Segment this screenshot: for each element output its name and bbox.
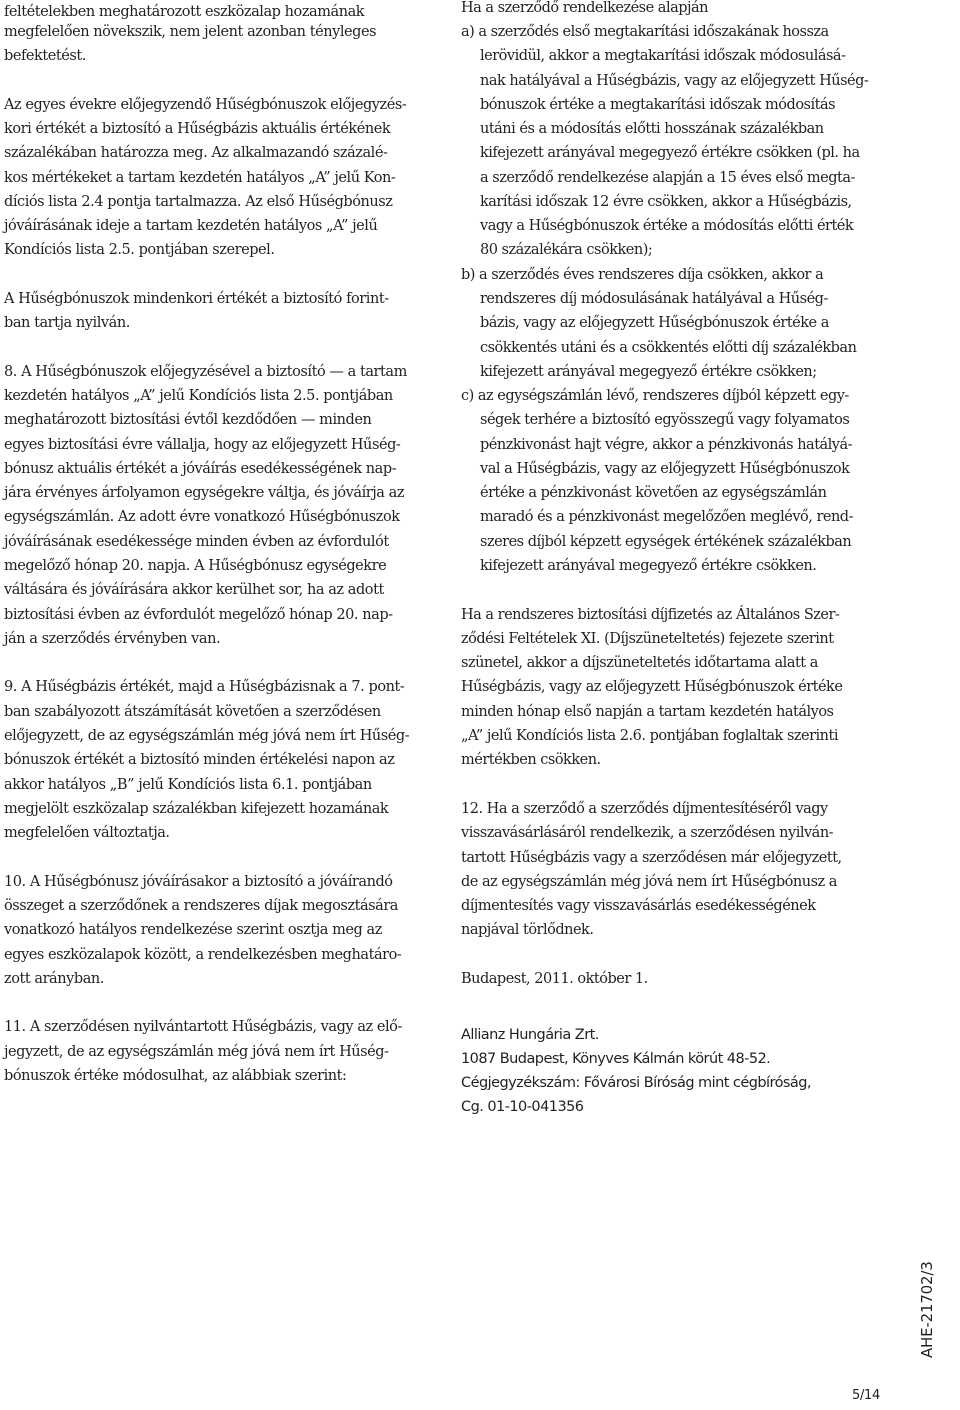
text-line: kifejezett arányával megegyező értékre csökken; — [480, 364, 817, 380]
text-line: val a Hűségbázis, vagy az előjegyzett Hűségbónuszok — [480, 461, 850, 477]
text-line: kos mértékeket a tartam kezdetén hatályos „A” jelű Kon- — [4, 170, 396, 186]
text-line: Budapest, 2011. október 1. — [461, 971, 648, 987]
text-line: bónuszok értéke a megtakarítási időszak módosítás — [480, 97, 836, 113]
text-line: bónuszok értéke módosulhat, az alábbiak szerint: — [4, 1068, 347, 1084]
text-line: bónusz aktuális értékét a jóváírás esedékességének nap- — [4, 461, 397, 477]
company-registry: Cégjegyzékszám: Fővárosi Bíróság mint cégbíróság, — [461, 1075, 811, 1091]
text-line: jára érvényes árfolyamon egységekre váltja, és jóváírja az — [4, 485, 405, 501]
text-line: szünetel, akkor a díjszüneteltetés időtartama alatt a — [461, 655, 818, 671]
text-line: kifejezett arányával megegyező értékre csökken (pl. ha — [480, 145, 860, 161]
text-line: 8. A Hűségbónuszok előjegyzésével a biztosító — a tartam — [4, 364, 407, 380]
text-line: megfelelően növekszik, nem jelent azonban tényleges — [4, 24, 377, 40]
text-line: visszavásárlásáról rendelkezik, a szerződésen nyilván- — [461, 825, 834, 841]
text-line: egységszámlán. Az adott évre vonatkozó Hűségbónuszok — [4, 509, 400, 525]
text-line: minden hónap első napján a tartam kezdetén hatályos — [461, 704, 834, 720]
text-line: befektetést. — [4, 48, 86, 64]
text-line: megfelelően változtatja. — [4, 825, 170, 841]
text-line: mértékben csökken. — [461, 752, 601, 768]
text-line: A Hűségbónuszok mindenkori értékét a biztosító forint- — [4, 291, 389, 307]
text-line: maradó és a pénzkivonást megelőzően meglévő, rend- — [480, 509, 853, 525]
text-line: akkor hatályos „B” jelű Kondíciós lista 6.1. pontjában — [4, 777, 372, 793]
page-number: 5/14 — [852, 1388, 880, 1403]
text-line: ban tartja nyilván. — [4, 315, 130, 331]
text-line: Az egyes évekre előjegyzendő Hűségbónuszok előjegyzés- — [4, 97, 407, 113]
text-line: 12. Ha a szerződő a szerződés díjmentesítéséről vagy — [461, 801, 828, 817]
text-line: vonatkozó hatályos rendelkezése szerint osztja meg az — [4, 922, 382, 938]
text-line: nak hatályával a Hűségbázis, vagy az előjegyzett Hűség- — [480, 73, 869, 89]
text-line: kezdetén hatályos „A” jelű Kondíciós lista 2.5. pontjában — [4, 388, 393, 404]
text-line: zott arányban. — [4, 971, 104, 987]
text-line: b) a szerződés éves rendszeres díja csökken, akkor a — [461, 267, 824, 283]
text-line: feltételekben meghatározott eszközalap hozamának — [4, 4, 365, 20]
company-cg-number: Cg. 01-10-041356 — [461, 1099, 584, 1115]
text-line: tartott Hűségbázis vagy a szerződésen már előjegyzett, — [461, 850, 842, 866]
text-line: értéke a pénzkivonást követően az egységszámlán — [480, 485, 827, 501]
text-line: Kondíciós lista 2.5. pontjában szerepel. — [4, 242, 275, 258]
text-line: összeget a szerződőnek a rendszeres díjak megosztására — [4, 898, 398, 914]
text-line: karítási időszak 12 évre csökken, akkor a Hűségbázis, — [480, 194, 852, 210]
text-line: ződési Feltételek XI. (Díjszüneteltetés) fejezete szerint — [461, 631, 834, 647]
text-line: ján a szerződés érvényben van. — [4, 631, 221, 647]
text-line: pénzkivonást hajt végre, akkor a pénzkivonás hatályá- — [480, 437, 853, 453]
text-line: Ha a szerződő rendelkezése alapján — [461, 0, 708, 16]
text-line: 9. A Hűségbázis értékét, majd a Hűségbázisnak a 7. pont- — [4, 679, 405, 695]
text-line: bázis, vagy az előjegyzett Hűségbónuszok értéke a — [480, 315, 829, 331]
text-line: megelőző hónap 20. napja. A Hűségbónusz egységekre — [4, 558, 387, 574]
text-line: lerövidül, akkor a megtakarítási időszak módosulásá- — [480, 48, 846, 64]
text-line: bónuszok értékét a biztosító minden értékelési napon az — [4, 752, 395, 768]
text-line: 80 százalékára csökken); — [480, 242, 653, 258]
text-line: Hűségbázis, vagy az előjegyzett Hűségbónuszok értéke — [461, 679, 843, 695]
text-line: biztosítási évben az évfordulót megelőző hónap 20. nap- — [4, 607, 393, 623]
text-line: jóváírásának esedékessége minden évben az évfordulót — [4, 534, 389, 550]
text-line: meghatározott biztosítási évtől kezdődően — minden — [4, 412, 372, 428]
text-line: jegyzett, de az egységszámlán még jóvá nem írt Hűség- — [4, 1044, 389, 1060]
text-line: rendszeres díj módosulásának hatályával a Hűség- — [480, 291, 828, 307]
text-line: ségek terhére a biztosító egyösszegű vagy folyamatos — [480, 412, 850, 428]
text-line: kifejezett arányával megegyező értékre csökken. — [480, 558, 817, 574]
text-line: egyes biztosítási évre vállalja, hogy az előjegyzett Hűség- — [4, 437, 401, 453]
text-line: Ha a rendszeres biztosítási díjfizetés az Általános Szer- — [461, 607, 840, 623]
text-line: megjelölt eszközalap százalékban kifejezett hozamának — [4, 801, 389, 817]
text-line: díciós lista 2.4 pontja tartalmazza. Az első Hűségbónusz — [4, 194, 393, 210]
company-name: Allianz Hungária Zrt. — [461, 1027, 599, 1043]
text-line: egyes eszközalapok között, a rendelkezésben meghatáro- — [4, 947, 402, 963]
text-line: a) a szerződés első megtakarítási időszakának hossza — [461, 24, 829, 40]
text-line: 10. A Hűségbónusz jóváírásakor a biztosító a jóváírandó — [4, 874, 393, 890]
text-line: váltására és jóváírására akkor kerülhet sor, ha az adott — [4, 582, 384, 598]
document-code: AHE-21702/3 — [918, 1261, 936, 1358]
text-line: csökkentés utáni és a csökkentés előtti díj százalékban — [480, 340, 857, 356]
text-line: vagy a Hűségbónuszok értéke a módosítás előtti érték — [480, 218, 854, 234]
text-line: százalékában határozza meg. Az alkalmazandó százalé- — [4, 145, 388, 161]
text-line: de az egységszámlán még jóvá nem írt Hűségbónusz a — [461, 874, 837, 890]
text-line: „A” jelű Kondíciós lista 2.6. pontjában foglaltak szerinti — [461, 728, 838, 744]
text-line: ban szabályozott átszámítását követően a szerződésen — [4, 704, 381, 720]
text-line: előjegyzett, de az egységszámlán még jóvá nem írt Hűség- — [4, 728, 410, 744]
text-line: utáni és a módosítás előtti hosszának százalékban — [480, 121, 824, 137]
text-line: díjmentesítés vagy visszavásárlás esedékességének — [461, 898, 816, 914]
text-line: c) az egységszámlán lévő, rendszeres díjból képzett egy- — [461, 388, 849, 404]
text-line: 11. A szerződésen nyilvántartott Hűségbázis, vagy az elő- — [4, 1019, 402, 1035]
text-line: a szerződő rendelkezése alapján a 15 éves első megta- — [480, 170, 855, 186]
text-line: jóváírásának ideje a tartam kezdetén hatályos „A” jelű — [4, 218, 378, 234]
company-address: 1087 Budapest, Könyves Kálmán körút 48-52. — [461, 1051, 771, 1067]
text-line: napjával törlődnek. — [461, 922, 594, 938]
text-line: szeres díjból képzett egységek értékének százalékban — [480, 534, 852, 550]
text-line: kori értékét a biztosító a Hűségbázis aktuális értékének — [4, 121, 391, 137]
